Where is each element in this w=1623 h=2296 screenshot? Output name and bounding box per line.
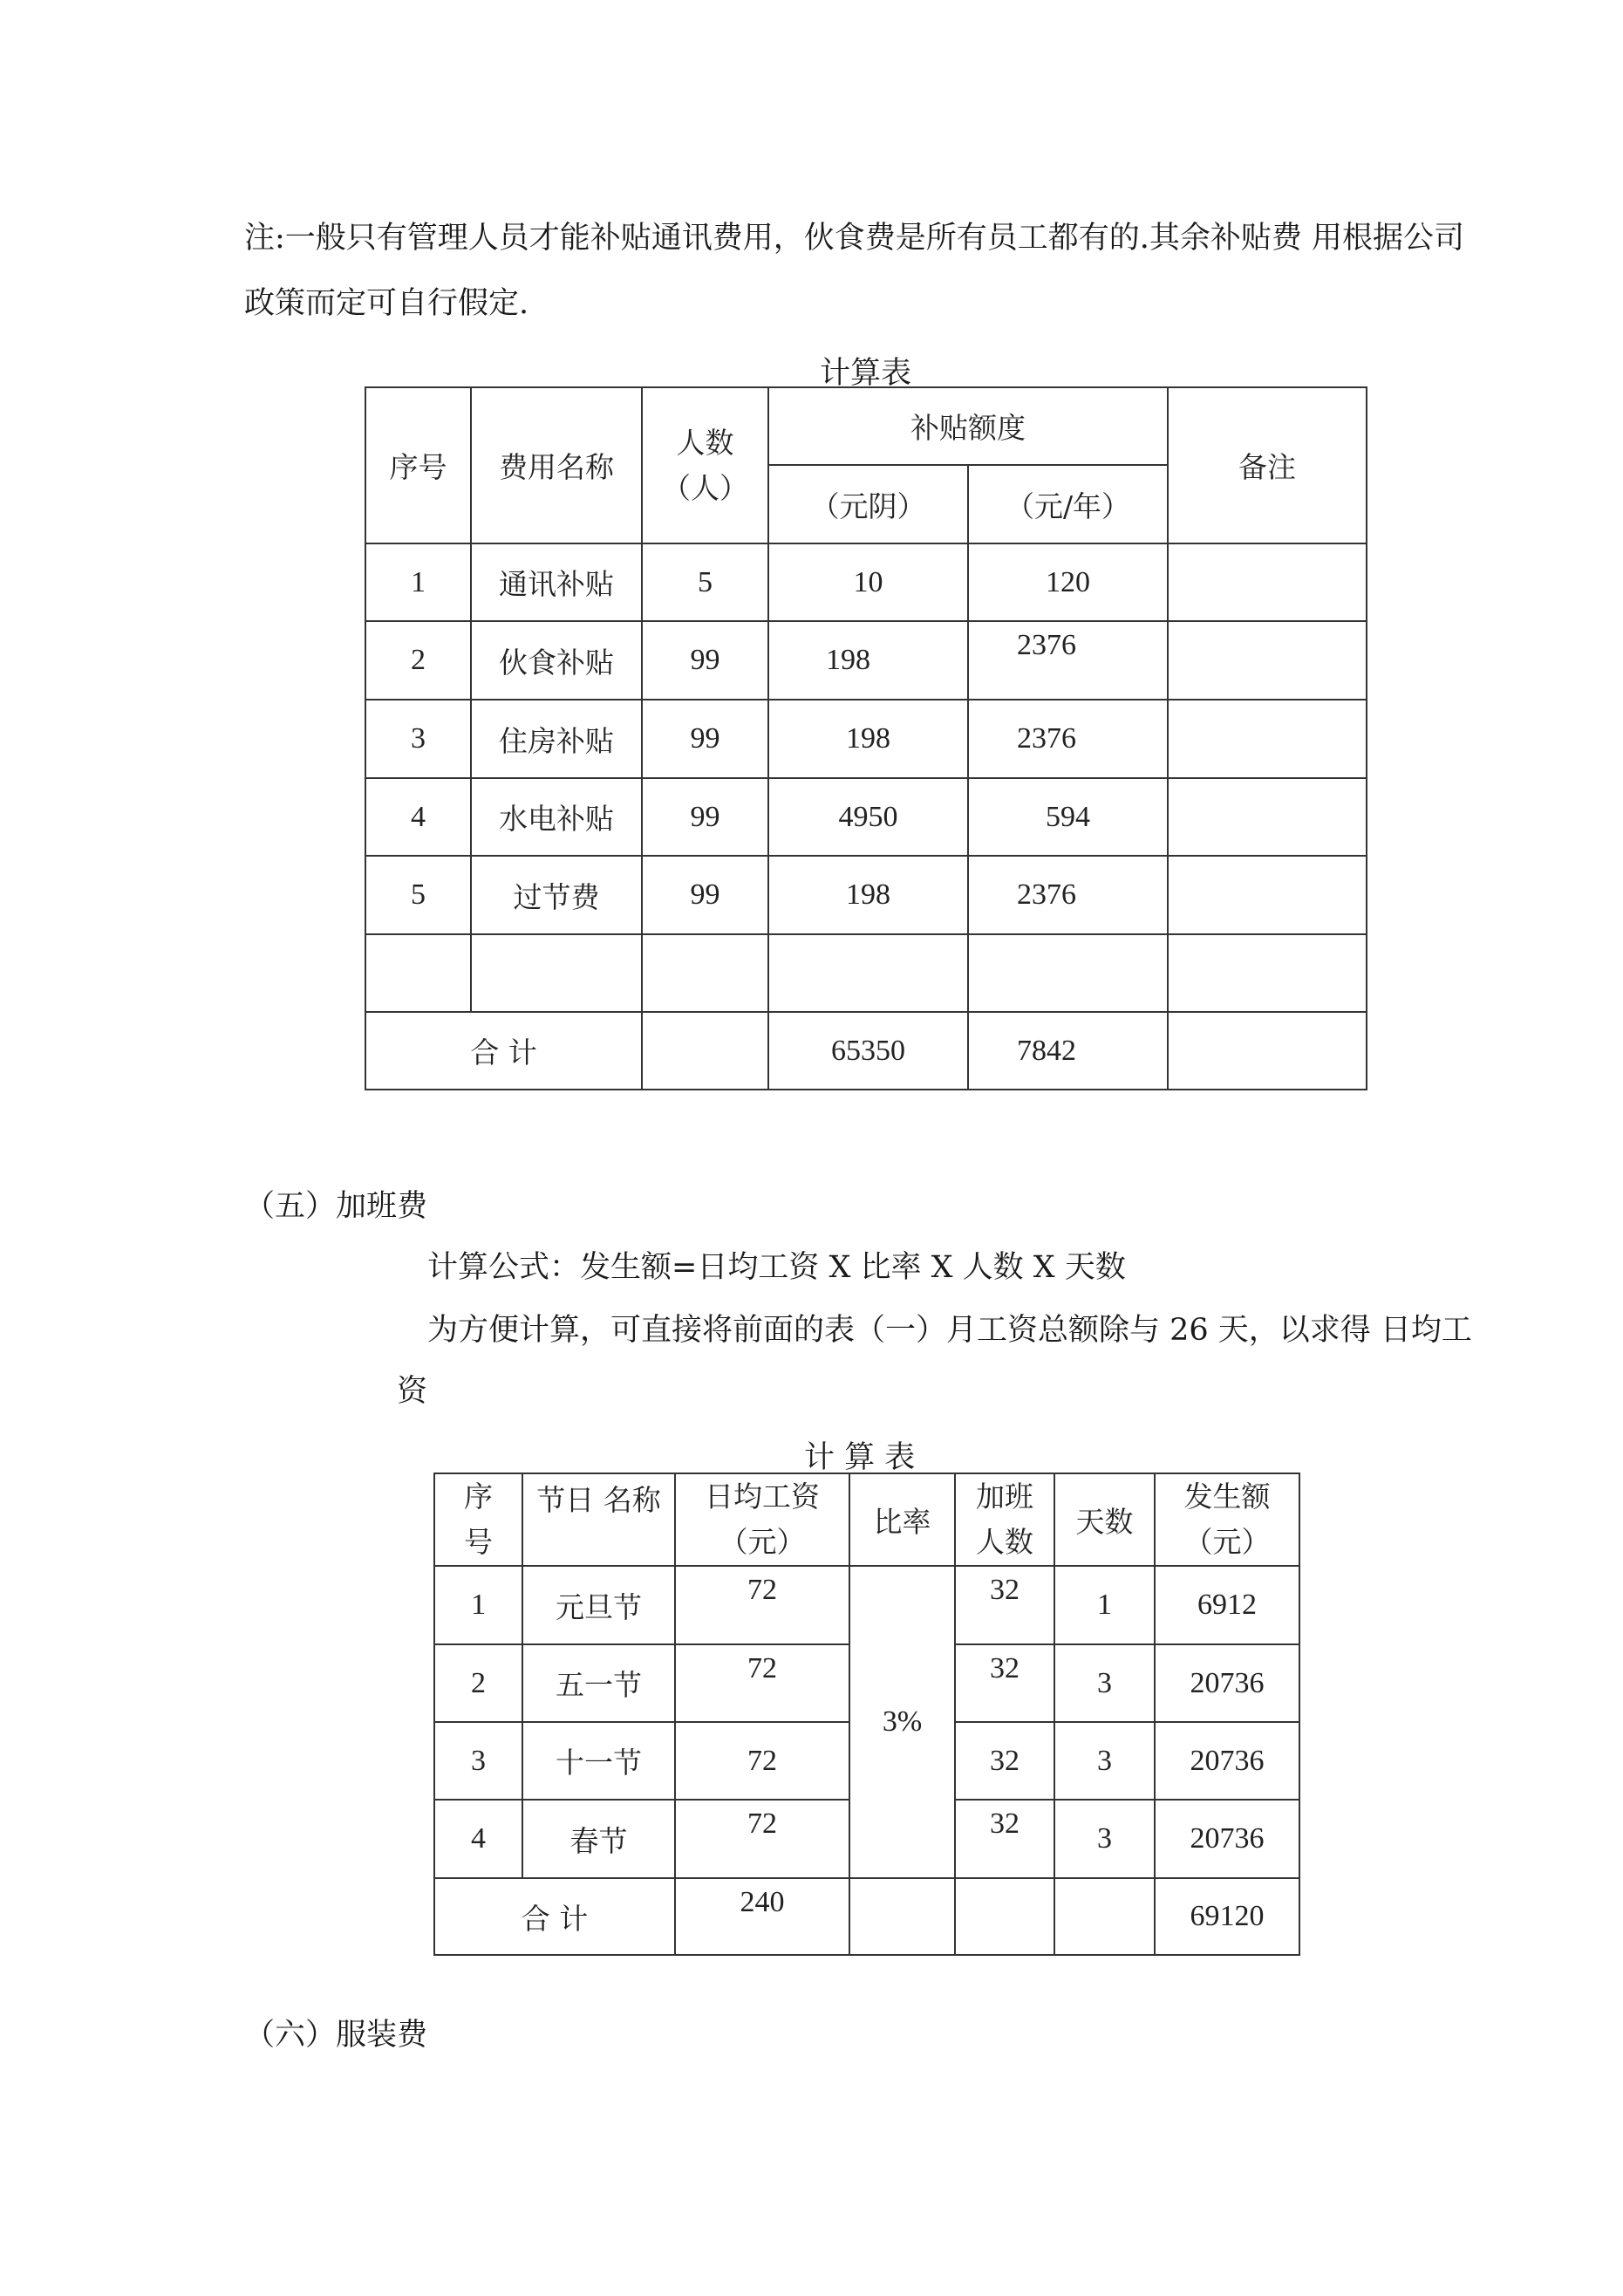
total-label: 合 计 <box>365 1012 642 1090</box>
table-row <box>365 621 1367 700</box>
cell-year: 2376 <box>968 621 1168 700</box>
cell-amount: 20736 <box>1155 1800 1299 1878</box>
table-row <box>434 1566 1299 1644</box>
cell-people: 32 <box>955 1644 1054 1722</box>
header-per-year: （元/年） <box>968 465 1168 543</box>
cell-people: 32 <box>955 1722 1054 1800</box>
cell-seq: 4 <box>365 778 471 856</box>
total-amount: 69120 <box>1155 1878 1299 1955</box>
cell-seq: 3 <box>365 700 471 778</box>
section5-desc-line-2: 资 <box>397 1374 428 1409</box>
cell-year: 594 <box>968 778 1168 856</box>
cell-days: 3 <box>1054 1800 1155 1878</box>
total-label: 合 计 <box>434 1878 675 1955</box>
cell-amount: 20736 <box>1155 1644 1299 1722</box>
header-remark: 备注 <box>1168 387 1367 543</box>
cell-days: 1 <box>1054 1566 1155 1644</box>
cell-month: 198 <box>768 621 968 700</box>
header-seq: 序 号 <box>434 1473 522 1566</box>
header-headcount: 人数 （人） <box>642 387 768 543</box>
header-expense-name: 费用名称 <box>471 387 642 543</box>
total-month: 65350 <box>768 1012 968 1090</box>
note-line-2: 政策而定可自行假定. <box>244 286 529 321</box>
cell-days: 3 <box>1054 1722 1155 1800</box>
cell-people: 32 <box>955 1566 1054 1644</box>
cell-count: 99 <box>642 856 768 934</box>
cell-people: 32 <box>955 1800 1054 1878</box>
cell-year: 2376 <box>968 700 1168 778</box>
table2-caption: 计 算 表 <box>804 1440 916 1475</box>
note-line-1: 注:一般只有管理人员才能补贴通讯费用，伙食费是所有员工都有的.其余补贴费 用根据公司 <box>244 221 1465 256</box>
cell-month: 10 <box>768 543 968 621</box>
header-days: 天数 <box>1054 1473 1155 1566</box>
total-year: 7842 <box>968 1012 1168 1090</box>
cell-seq: 3 <box>434 1722 522 1800</box>
cell-days: 3 <box>1054 1644 1155 1722</box>
cell-holiday: 十一节 <box>522 1722 675 1800</box>
cell-amount: 20736 <box>1155 1722 1299 1800</box>
cell-count: 99 <box>642 621 768 700</box>
cell-name: 通讯补贴 <box>471 543 642 621</box>
cell-remark <box>1168 700 1367 778</box>
cell-seq: 2 <box>434 1644 522 1722</box>
cell-seq: 2 <box>365 621 471 700</box>
header-holiday-name: 节日 名称 <box>522 1473 675 1566</box>
cell-seq: 1 <box>434 1566 522 1644</box>
section5-heading: （五）加班费 <box>244 1189 428 1224</box>
cell-amount: 6912 <box>1155 1566 1299 1644</box>
cell-month: 198 <box>768 856 968 934</box>
total-remark <box>1168 1012 1367 1090</box>
header-seq: 序号 <box>365 387 471 543</box>
cell-count: 99 <box>642 700 768 778</box>
table-row <box>365 543 1367 621</box>
header-rate: 比率 <box>849 1473 955 1566</box>
cell-count: 5 <box>642 543 768 621</box>
cell-month: 198 <box>768 700 968 778</box>
table1-caption: 计算表 <box>820 356 912 391</box>
cell-holiday: 五一节 <box>522 1644 675 1722</box>
cell-rate: 3% <box>849 1566 955 1878</box>
section5-formula: 计算公式：发生额=日均工资 X 比率 X 人数 X 天数 <box>427 1250 1126 1285</box>
cell-count: 99 <box>642 778 768 856</box>
header-daily-wage: 日均工资 （元） <box>675 1473 849 1566</box>
cell-seq: 4 <box>434 1800 522 1878</box>
table-row <box>365 856 1367 934</box>
table-total-row <box>434 1878 1299 1955</box>
header-subsidy-amount: 补贴额度 <box>768 387 1168 465</box>
header-amount: 发生额 （元） <box>1155 1473 1299 1566</box>
table-row <box>365 700 1367 778</box>
table-row-empty <box>365 934 1367 1012</box>
section5-desc-line-1: 为方便计算，可直接将前面的表（一）月工资总额除与 26 天，以求得 日均工 <box>427 1313 1472 1348</box>
section6-heading: （六）服装费 <box>244 2018 428 2053</box>
cell-seq: 1 <box>365 543 471 621</box>
total-count <box>642 1012 768 1090</box>
cell-month: 4950 <box>768 778 968 856</box>
header-per-month: （元阴） <box>768 465 968 543</box>
cell-year: 120 <box>968 543 1168 621</box>
table-row <box>365 778 1367 856</box>
cell-seq: 5 <box>365 856 471 934</box>
cell-name: 过节费 <box>471 856 642 934</box>
cell-wage: 72 <box>675 1722 849 1800</box>
cell-holiday: 元旦节 <box>522 1566 675 1644</box>
cell-wage: 72 <box>675 1800 849 1878</box>
cell-name: 伙食补贴 <box>471 621 642 700</box>
cell-wage: 72 <box>675 1644 849 1722</box>
cell-year: 2376 <box>968 856 1168 934</box>
cell-name: 住房补贴 <box>471 700 642 778</box>
cell-name: 水电补贴 <box>471 778 642 856</box>
cell-remark <box>1168 856 1367 934</box>
cell-wage: 72 <box>675 1566 849 1644</box>
cell-remark <box>1168 621 1367 700</box>
cell-remark <box>1168 778 1367 856</box>
table-total-row <box>365 1012 1367 1090</box>
subsidy-table <box>365 386 1367 1090</box>
overtime-table <box>433 1473 1300 1956</box>
total-wage: 240 <box>675 1878 849 1955</box>
header-overtime-people: 加班 人数 <box>955 1473 1054 1566</box>
cell-holiday: 春节 <box>522 1800 675 1878</box>
cell-remark <box>1168 543 1367 621</box>
